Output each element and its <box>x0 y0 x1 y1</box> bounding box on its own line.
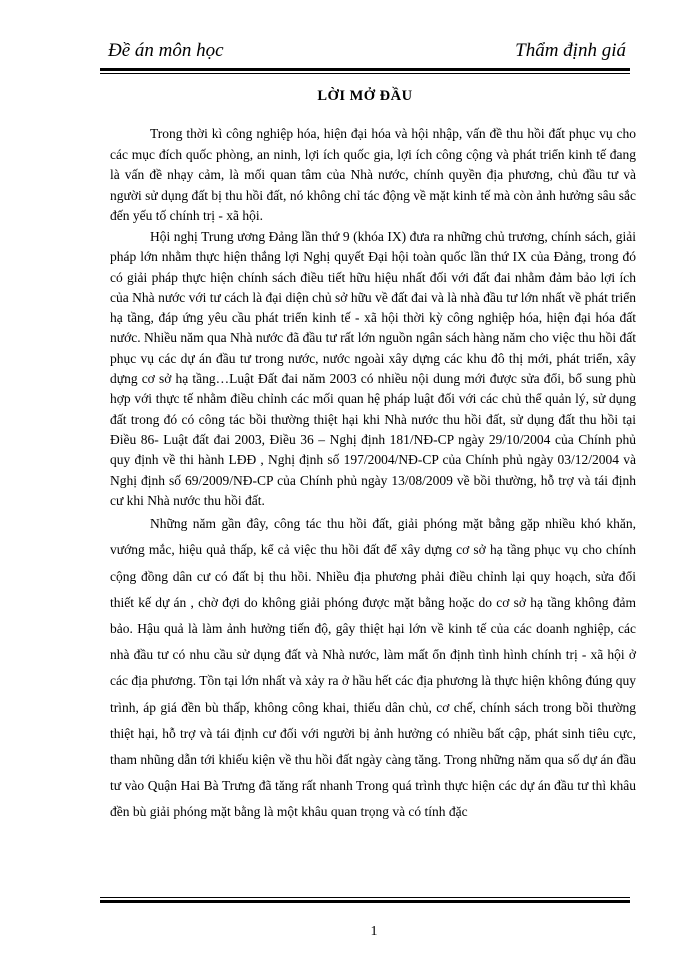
paragraph-1: Trong thời kì công nghiệp hóa, hiện đại hóa và hội nhập, vấn đề thu hồi đất phục vụ cho các mục đích quốc phòng, an ninh, lợi ích quốc gia, lợi ích công cộng và phát triển kinh tế đang là vấn đề nhạy cảm, là mối quan tâm của Nhà nước, chính quyền địa phương, chủ đầu tư và người sử dụng đất bị thu hồi đất, nó không chỉ tác động về mặt kinh tế mà còn ảnh hưởng sâu sắc đến yếu tố chính trị - xã hội. <box>110 126 636 224</box>
page-header <box>100 38 630 68</box>
footer-rule-thin <box>100 897 630 898</box>
header-right-title: Thẩm định giá <box>515 40 626 61</box>
document-body <box>110 124 636 826</box>
document-title: LỜI MỞ ĐẦU <box>317 88 413 104</box>
paragraph-2: Hội nghị Trung ương Đảng lần thứ 9 (khóa IX) đưa ra những chủ trương, chính sách, giải pháp lớn nhằm thực hiện thắng lợi Nghị quyết Đại hội toàn quốc lần thứ IX của Đảng, trong đó có giải pháp thực hiện chính sách điều tiết hữu hiệu nhất đối với đất đai nhằm đảm bảo lợi ích của Nhà nước với tư cách là đại diện chủ sở hữu về đất đai và là nhà đầu tư lớn nhất về phát triển hạ tầng, đáp ứng yêu cầu phát triển kinh tế - xã hội thời kỳ công nghiệp hóa, hiện đại hóa đất nước. Nhiều năm qua Nhà nước đã đầu tư rất lớn nguồn ngân sách hàng năm cho việc thu hồi đất phục vụ các dự án đầu tư trong nước, nước ngoài xây dựng các khu đô thị mới, phát triển, xây dựng cơ sở hạ tầng…Luật Đất đai năm 2003 có nhiều nội dung mới được sửa đổi, bổ sung phù hợp với thực tế nhằm điều chỉnh các mối quan hệ pháp luật đối với các chủ thể quản lý, sử dụng đất trong đó có công tác bồi thường thiệt hại khi Nhà nước thu hồi đất, sử dụng đất thu hồi tại Điều 86- Luật đất đai 2003, Điều 36 – Nghị định 181/NĐ-CP ngày 29/10/2004 của Chính phủ quy định về thi hành LĐĐ , Nghị định số 197/2004/NĐ-CP của Chính phủ ngày 03/12/2004 và Nghị định số 69/2009/NĐ-CP của Chính phủ ngày 13/08/2009 về bồi thường, hỗ trợ và tái định cư khi Nhà nước thu hồi đất. <box>110 228 636 508</box>
header-rule-thin <box>100 73 630 74</box>
header-rule-thick <box>100 68 630 71</box>
page-number: 1 <box>370 924 378 939</box>
footer-rule-thick <box>100 900 630 903</box>
header-left-title: Đề án môn học <box>108 40 224 61</box>
paragraph-3: Những năm gần đây, công tác thu hồi đất, giải phóng mặt bằng gặp nhiều khó khăn, vướng mắc, hiệu quả thấp, kể cả việc thu hồi đất để xây dựng cơ sở hạ tầng phục vụ cho chính cộng đồng dân cư có đất bị thu hồi. Nhiều địa phương phải điều chỉnh lại quy hoạch, sửa đổi thiết kế dự án , chờ đợi do không giải phóng được mặt bằng hoặc do cơ sở hạ tầng không đảm bảo. Hậu quả là làm ảnh hưởng tiến độ, gây thiệt hại lớn về kinh tế của các doanh nghiệp, các nhà đầu tư có nhu cầu sử dụng đất và Nhà nước, làm mất ổn định tình hình chính trị - xã hội ở các địa phương. Tồn tại lớn nhất và xảy ra ở hầu hết các địa phương là thực hiện không đúng quy trình, áp giá đền bù thấp, không công khai, thiếu dân chủ, cơ chế, chính sách trong bồi thường thiệt hại, hỗ trợ và tái định cư đối với người bị ảnh hưởng có nhiều bất cập, phát sinh tiêu cực, tham nhũng dẫn tới khiếu kiện về thu hồi đất ngày càng tăng. Trong những năm qua số dự án đầu tư vào Quận Hai Bà Trưng đã tăng rất nhanh Trong quá trình thực hiện các dự án đầu tư thì khâu đền bù giải phóng mặt bằng là một khâu quan trọng và có tính đặc <box>110 516 636 820</box>
